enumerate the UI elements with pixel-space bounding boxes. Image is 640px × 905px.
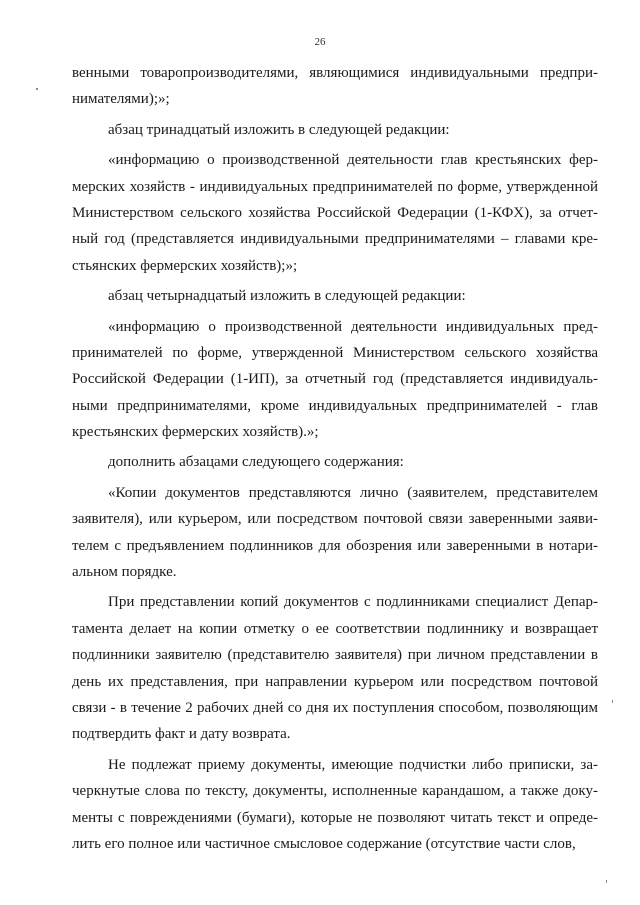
- scan-speck: [606, 880, 607, 883]
- text-line: подтвердить факт и дату возврата.: [72, 726, 291, 743]
- paragraph: [72, 283, 598, 309]
- text-line: телем с предъявлением подлинников для обозрения или заверенными в нотари-: [72, 537, 598, 554]
- paragraph: [72, 147, 598, 279]
- text-line: Российской Федерации (1-ИП), за отчетный год (представляется индивидуаль-: [72, 371, 598, 388]
- text-line: менты с повреждениями (бумаги), которые не позволяют читать текст и опреде-: [72, 809, 598, 826]
- text-line: абзац четырнадцатый изложить в следующей редакции:: [108, 288, 466, 305]
- text-line: альном порядке.: [72, 564, 177, 581]
- text-line: черкнутые слова по тексту, документы, исполненные карандашом, а также доку-: [72, 783, 598, 800]
- text-line: венными товаропроизводителями, являющимися индивидуальными предпри-: [72, 65, 598, 81]
- text-line: ный год (представляется индивидуальными предпринимателями – главами кре-: [72, 231, 598, 248]
- text-line: связи - в течение 2 рабочих дней со дня их поступления способом, позволяющим: [72, 699, 598, 716]
- text-line: нимателями);»;: [72, 91, 170, 108]
- text-line: «Копии документов представляются лично (заявителем, представителем: [108, 484, 598, 501]
- scan-speck: [36, 88, 38, 90]
- text-line: тамента делает на копии отметку о ее соответствии подлиннику и возвращает: [72, 620, 598, 637]
- paragraph: [72, 589, 598, 747]
- text-line: крестьянских фермерских хозяйств).»;: [72, 424, 319, 441]
- paragraph: [72, 449, 598, 475]
- text-line: мерских хозяйств - индивидуальных предпринимателей по форме, утвержденной: [72, 178, 598, 195]
- text-line: подлинники заявителю (представителю заявителя) при личном представлении в: [72, 647, 598, 664]
- paragraph: [72, 117, 598, 143]
- text-line: лить его полное или частичное смысловое содержание (отсутствие части слов,: [72, 835, 576, 852]
- text-line: При представлении копий документов с подлинниками специалист Депар-: [108, 594, 598, 611]
- text-line: «информацию о производственной деятельности индивидуальных пред-: [108, 318, 598, 335]
- page-number: 26: [314, 36, 326, 48]
- paragraph: [72, 480, 598, 586]
- scan-speck: [612, 700, 613, 703]
- text-line: принимателей по форме, утвержденной Министерством сельского хозяйства: [72, 344, 598, 361]
- text-line: стьянских фермерских хозяйств);»;: [72, 257, 298, 274]
- text-line: ными предпринимателями, кроме индивидуальных предпринимателей - глав: [72, 397, 598, 414]
- paragraph: [72, 752, 598, 858]
- text-line: день их представления, при направлении курьером или посредством почтовой: [72, 673, 598, 690]
- text-line: заявителя), или курьером, или посредством почтовой связи заверенными заяви-: [72, 511, 598, 528]
- text-line: «информацию о производственной деятельности глав крестьянских фер-: [108, 152, 598, 169]
- text-line: абзац тринадцатый изложить в следующей редакции:: [108, 121, 450, 138]
- text-line: Не подлежат приему документы, имеющие подчистки либо приписки, за-: [108, 756, 598, 773]
- document-body: [72, 60, 598, 857]
- paragraph: [72, 60, 598, 113]
- text-line: Министерством сельского хозяйства Российской Федерации (1-КФХ), за отчет-: [72, 204, 598, 221]
- paragraph: [72, 314, 598, 446]
- text-line: дополнить абзацами следующего содержания:: [108, 454, 404, 471]
